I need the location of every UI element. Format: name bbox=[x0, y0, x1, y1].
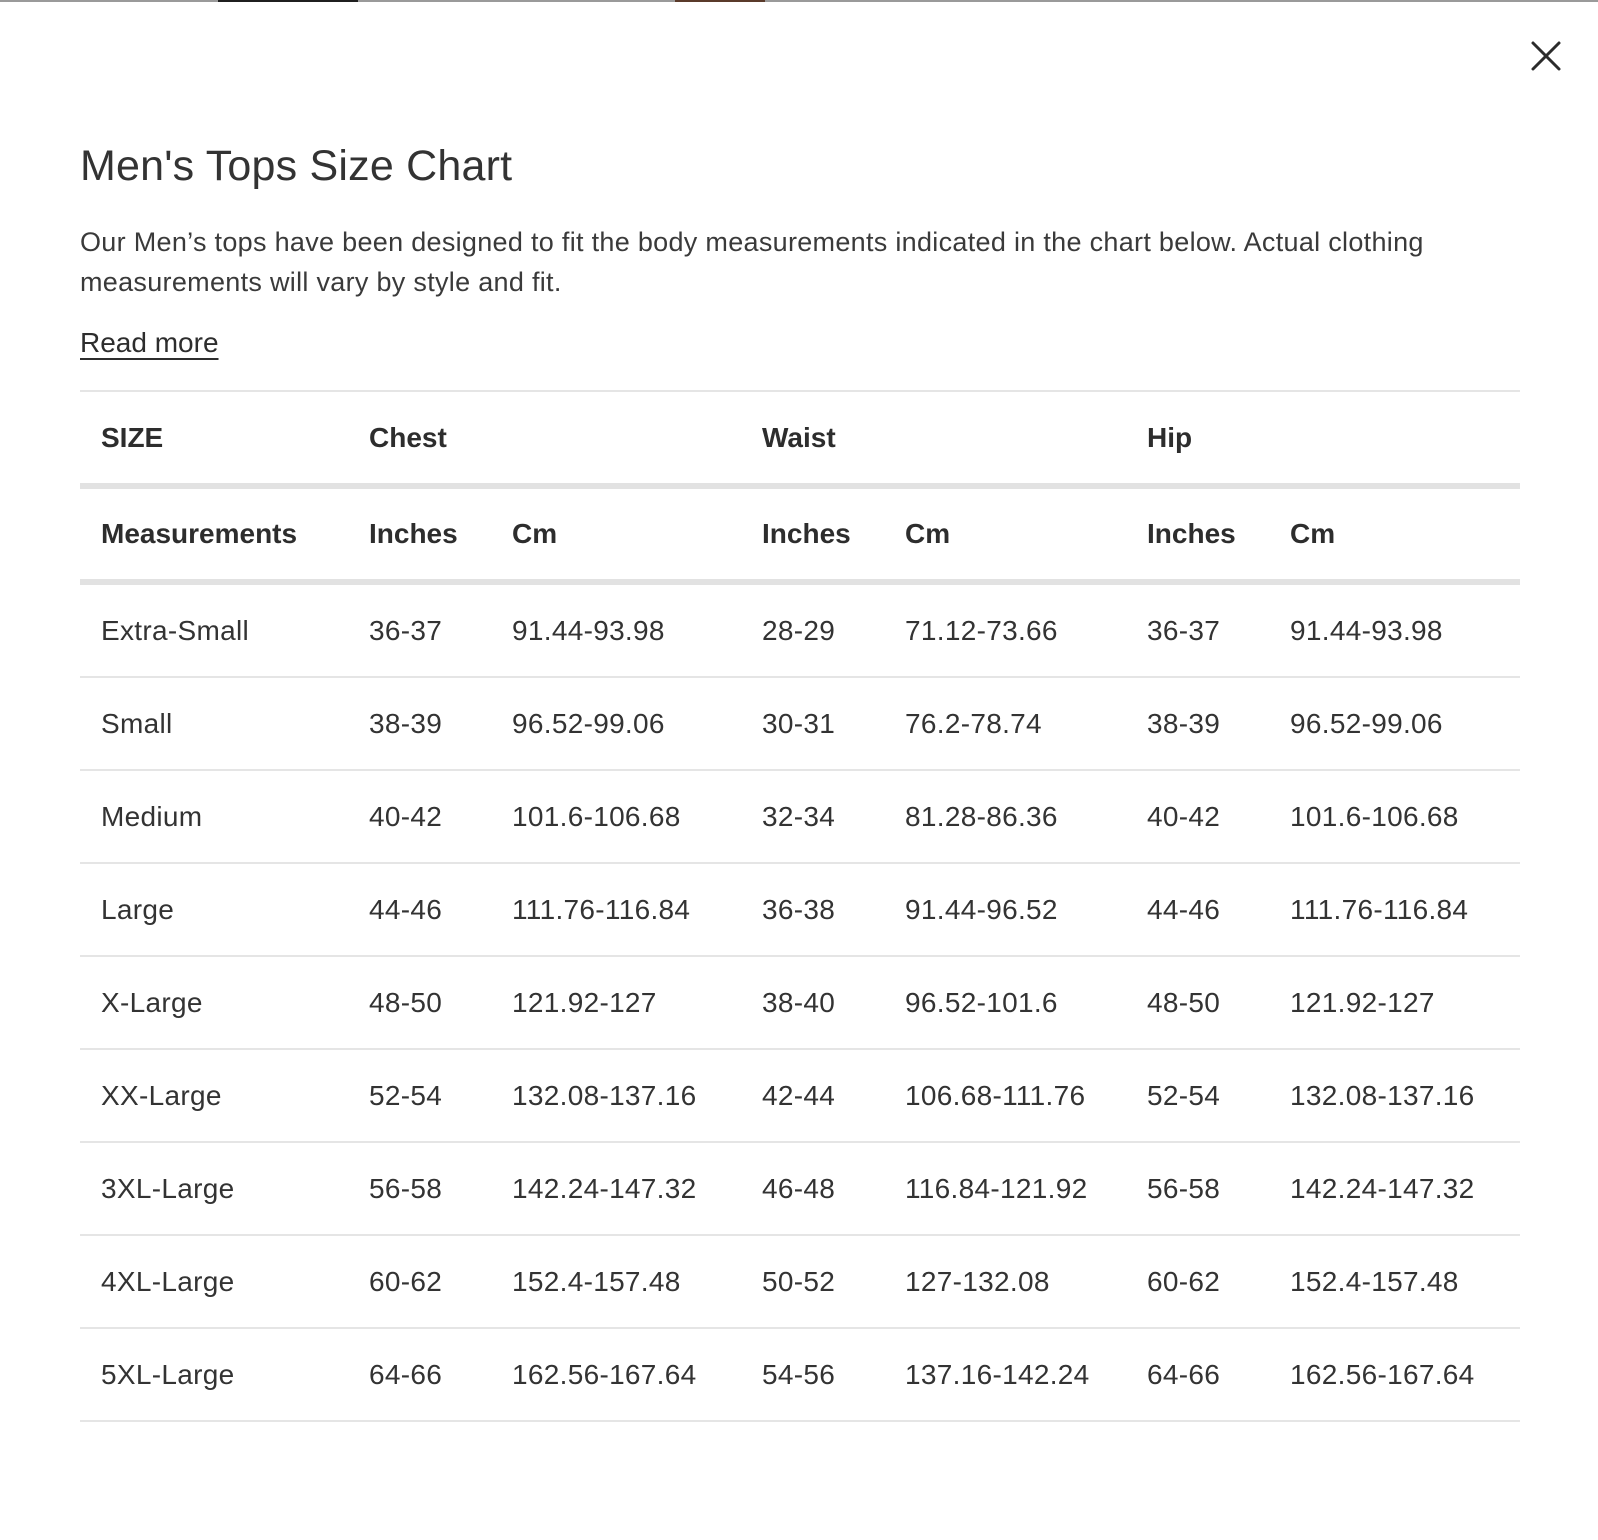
table-body bbox=[80, 582, 1520, 1421]
header-size: SIZE bbox=[80, 391, 348, 486]
table-row bbox=[80, 1049, 1520, 1142]
cell-chest-inches: 56-58 bbox=[348, 1142, 491, 1235]
header-waist-cm: Cm bbox=[884, 486, 1126, 582]
cell-chest-cm: 121.92-127 bbox=[491, 956, 741, 1049]
background-image-fragment bbox=[675, 0, 765, 2]
cell-waist-cm: 116.84-121.92 bbox=[884, 1142, 1126, 1235]
cell-hip-cm: 101.6-106.68 bbox=[1269, 770, 1520, 863]
cell-size: X-Large bbox=[80, 956, 348, 1049]
page-title: Men's Tops Size Chart bbox=[80, 142, 513, 190]
table-row bbox=[80, 770, 1520, 863]
read-more-link[interactable]: Read more bbox=[80, 327, 219, 358]
cell-chest-inches: 38-39 bbox=[348, 677, 491, 770]
cell-chest-cm: 111.76-116.84 bbox=[491, 863, 741, 956]
cell-chest-inches: 60-62 bbox=[348, 1235, 491, 1328]
table-header bbox=[80, 391, 1520, 582]
header-measurements: Measurements bbox=[80, 486, 348, 582]
cell-waist-inches: 28-29 bbox=[741, 582, 884, 677]
cell-waist-inches: 30-31 bbox=[741, 677, 884, 770]
cell-waist-inches: 32-34 bbox=[741, 770, 884, 863]
close-icon bbox=[1530, 40, 1562, 72]
cell-size: 4XL-Large bbox=[80, 1235, 348, 1328]
table-row bbox=[80, 1235, 1520, 1328]
cell-size: 5XL-Large bbox=[80, 1328, 348, 1421]
cell-hip-cm: 121.92-127 bbox=[1269, 956, 1520, 1049]
cell-hip-inches: 64-66 bbox=[1126, 1328, 1269, 1421]
header-hip-inches: Inches bbox=[1126, 486, 1269, 582]
cell-chest-cm: 142.24-147.32 bbox=[491, 1142, 741, 1235]
cell-hip-cm: 132.08-137.16 bbox=[1269, 1049, 1520, 1142]
cell-waist-inches: 54-56 bbox=[741, 1328, 884, 1421]
cell-chest-cm: 162.56-167.64 bbox=[491, 1328, 741, 1421]
cell-hip-cm: 91.44-93.98 bbox=[1269, 582, 1520, 677]
cell-chest-cm: 152.4-157.48 bbox=[491, 1235, 741, 1328]
header-hip-cm: Cm bbox=[1269, 486, 1520, 582]
header-chest: Chest bbox=[348, 391, 741, 486]
header-waist: Waist bbox=[741, 391, 1126, 486]
cell-chest-inches: 40-42 bbox=[348, 770, 491, 863]
cell-waist-cm: 81.28-86.36 bbox=[884, 770, 1126, 863]
header-waist-inches: Inches bbox=[741, 486, 884, 582]
size-chart-description: Our Men’s tops have been designed to fit the body measurements indicated in the chart below. Actual clothing measurements will vary by style and fit. bbox=[80, 227, 1424, 297]
cell-chest-cm: 96.52-99.06 bbox=[491, 677, 741, 770]
cell-chest-inches: 44-46 bbox=[348, 863, 491, 956]
cell-waist-inches: 46-48 bbox=[741, 1142, 884, 1235]
cell-waist-cm: 106.68-111.76 bbox=[884, 1049, 1126, 1142]
cell-waist-cm: 127-132.08 bbox=[884, 1235, 1126, 1328]
cell-hip-cm: 162.56-167.64 bbox=[1269, 1328, 1520, 1421]
cell-hip-inches: 40-42 bbox=[1126, 770, 1269, 863]
close-button[interactable] bbox=[1526, 36, 1566, 76]
table-row bbox=[80, 1142, 1520, 1235]
cell-chest-inches: 36-37 bbox=[348, 582, 491, 677]
size-chart-table bbox=[80, 390, 1520, 1422]
cell-size: Small bbox=[80, 677, 348, 770]
cell-size: Medium bbox=[80, 770, 348, 863]
cell-hip-inches: 44-46 bbox=[1126, 863, 1269, 956]
cell-hip-cm: 96.52-99.06 bbox=[1269, 677, 1520, 770]
cell-chest-cm: 91.44-93.98 bbox=[491, 582, 741, 677]
header-chest-cm: Cm bbox=[491, 486, 741, 582]
cell-hip-inches: 38-39 bbox=[1126, 677, 1269, 770]
cell-hip-inches: 52-54 bbox=[1126, 1049, 1269, 1142]
cell-chest-inches: 48-50 bbox=[348, 956, 491, 1049]
cell-chest-cm: 101.6-106.68 bbox=[491, 770, 741, 863]
table-row bbox=[80, 582, 1520, 677]
cell-waist-inches: 50-52 bbox=[741, 1235, 884, 1328]
cell-hip-cm: 111.76-116.84 bbox=[1269, 863, 1520, 956]
cell-size: Extra-Small bbox=[80, 582, 348, 677]
cell-waist-cm: 137.16-142.24 bbox=[884, 1328, 1126, 1421]
cell-waist-cm: 96.52-101.6 bbox=[884, 956, 1126, 1049]
cell-hip-inches: 56-58 bbox=[1126, 1142, 1269, 1235]
cell-hip-cm: 152.4-157.48 bbox=[1269, 1235, 1520, 1328]
cell-chest-cm: 132.08-137.16 bbox=[491, 1049, 741, 1142]
group-header-row bbox=[80, 391, 1520, 486]
cell-hip-inches: 36-37 bbox=[1126, 582, 1269, 677]
cell-hip-inches: 60-62 bbox=[1126, 1235, 1269, 1328]
table-row bbox=[80, 677, 1520, 770]
cell-chest-inches: 52-54 bbox=[348, 1049, 491, 1142]
background-image-fragment bbox=[218, 0, 358, 2]
table-row bbox=[80, 863, 1520, 956]
cell-hip-inches: 48-50 bbox=[1126, 956, 1269, 1049]
cell-size: Large bbox=[80, 863, 348, 956]
cell-hip-cm: 142.24-147.32 bbox=[1269, 1142, 1520, 1235]
cell-waist-cm: 91.44-96.52 bbox=[884, 863, 1126, 956]
header-hip: Hip bbox=[1126, 391, 1520, 486]
cell-waist-inches: 42-44 bbox=[741, 1049, 884, 1142]
cell-waist-cm: 76.2-78.74 bbox=[884, 677, 1126, 770]
cell-size: XX-Large bbox=[80, 1049, 348, 1142]
cell-waist-cm: 71.12-73.66 bbox=[884, 582, 1126, 677]
table-row bbox=[80, 1328, 1520, 1421]
header-chest-inches: Inches bbox=[348, 486, 491, 582]
table-row bbox=[80, 956, 1520, 1049]
cell-chest-inches: 64-66 bbox=[348, 1328, 491, 1421]
cell-waist-inches: 38-40 bbox=[741, 956, 884, 1049]
cell-waist-inches: 36-38 bbox=[741, 863, 884, 956]
unit-header-row bbox=[80, 486, 1520, 582]
background-page-edge bbox=[0, 0, 1598, 2]
cell-size: 3XL-Large bbox=[80, 1142, 348, 1235]
